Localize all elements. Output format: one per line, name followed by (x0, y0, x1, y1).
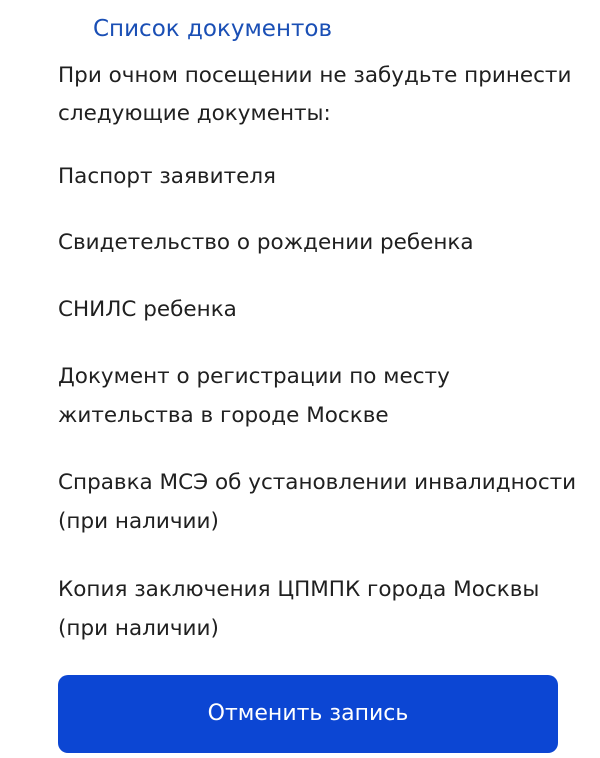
document-item-birth-certificate: Свидетельство о рождении ребенка (58, 230, 474, 255)
document-item-cpmpk-conclusion: Копия заключения ЦПМПК города Москвы (при наличии) (58, 577, 540, 641)
documents-intro-text: При очном посещении не забудьте принести следующие документы: (58, 63, 572, 126)
documents-section-title: Список документов (93, 16, 333, 42)
document-item-disability-certificate: Справка МСЭ об установлении инвалидности (при наличии) (58, 470, 577, 534)
document-item-registration: Документ о регистрации по месту жительства в городе Москве (58, 364, 450, 428)
document-item-applicant-passport: Паспорт заявителя (58, 164, 276, 189)
cancel-appointment-button[interactable]: Отменить запись (58, 675, 558, 753)
document-item-child-snils: СНИЛС ребенка (58, 297, 237, 322)
